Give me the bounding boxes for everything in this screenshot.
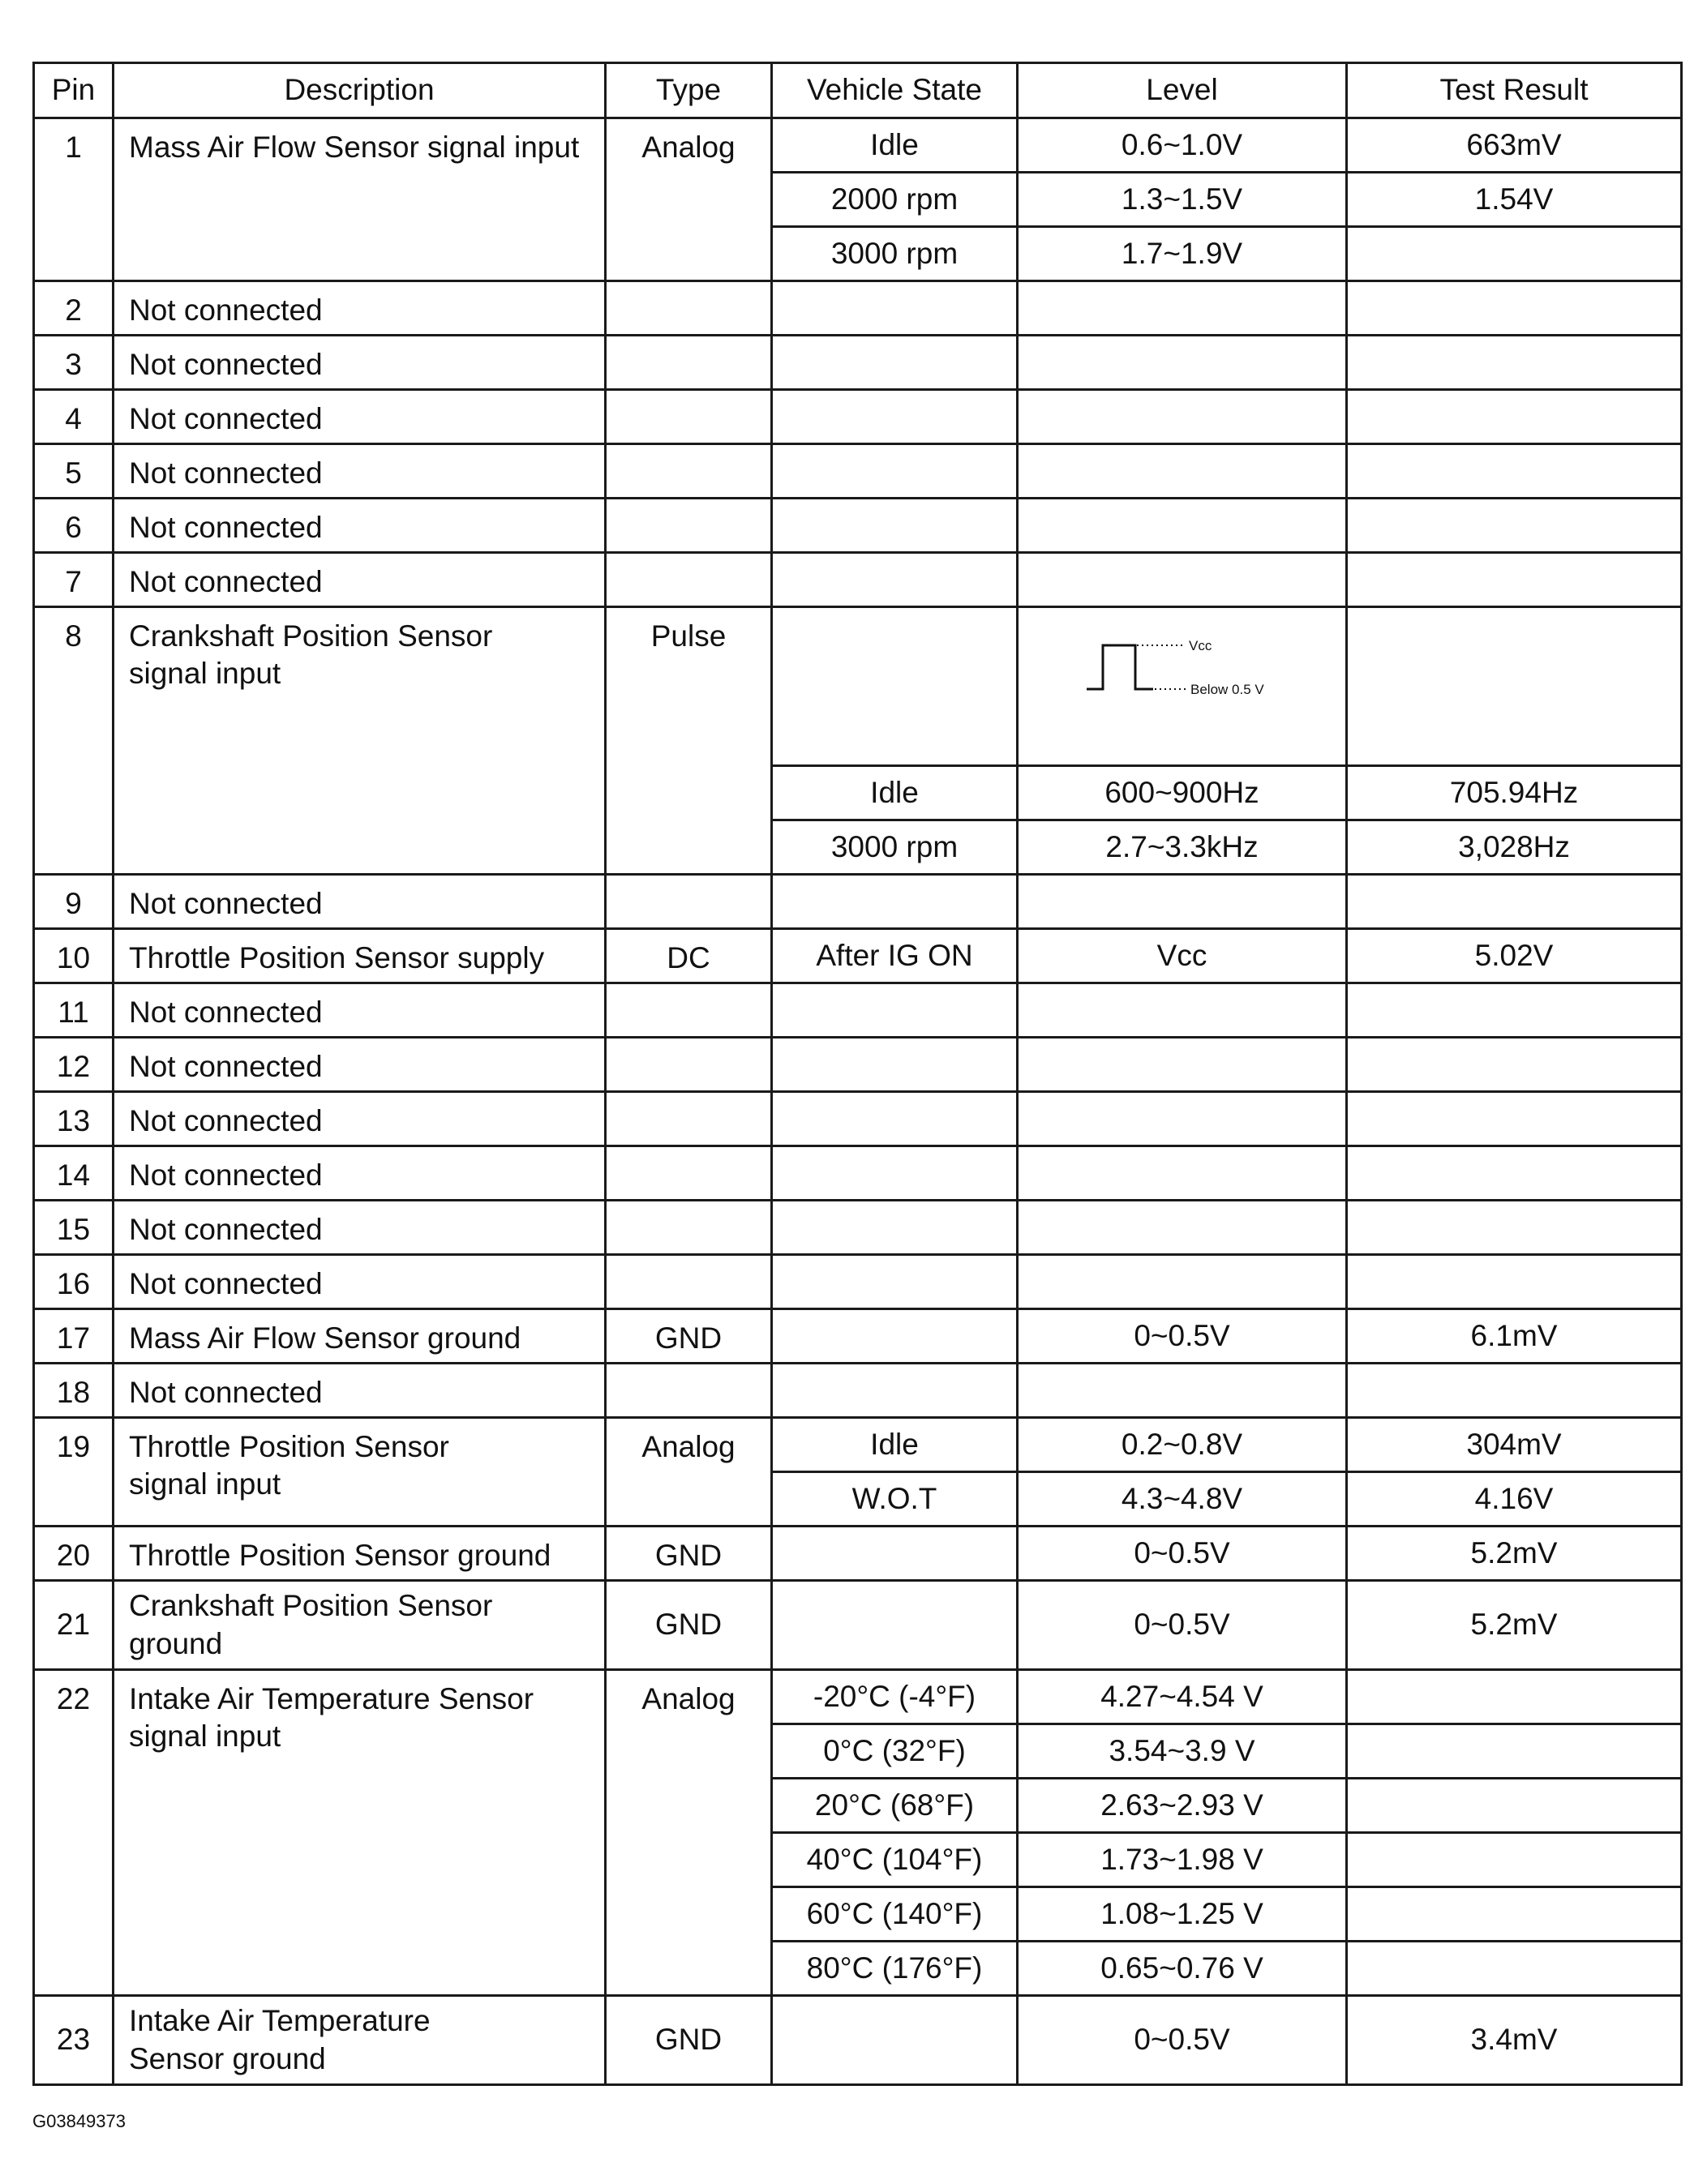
vehicle-state <box>772 1309 1018 1364</box>
test-result <box>1347 607 1682 766</box>
test-result <box>1347 1942 1682 1996</box>
pin-number: 3 <box>34 336 114 390</box>
description-line: Sensor ground <box>129 2041 326 2075</box>
level-value: 4.3~4.8V <box>1018 1472 1347 1527</box>
header-pin: Pin <box>34 63 114 118</box>
test-result <box>1347 336 1682 390</box>
test-result <box>1347 1779 1682 1833</box>
pin-description: Not connected <box>114 1092 606 1146</box>
level-value: Vcc <box>1018 929 1347 983</box>
vehicle-state <box>772 1038 1018 1092</box>
test-result <box>1347 1670 1682 1724</box>
test-result: 5.02V <box>1347 929 1682 983</box>
table-row <box>34 118 1682 173</box>
pin-description <box>114 1996 606 2085</box>
pin-description: Not connected <box>114 875 606 929</box>
level-value <box>1018 444 1347 499</box>
test-result <box>1347 227 1682 281</box>
test-result: 1.54V <box>1347 173 1682 227</box>
signal-type: GND <box>606 1309 772 1364</box>
header-test-result: Test Result <box>1347 63 1682 118</box>
vehicle-state <box>772 281 1018 336</box>
vehicle-state <box>772 1146 1018 1201</box>
vehicle-state <box>772 607 1018 766</box>
vehicle-state: -20°C (-4°F) <box>772 1670 1018 1724</box>
test-result <box>1347 1364 1682 1418</box>
level-value: 0~0.5V <box>1018 1527 1347 1581</box>
table-row <box>34 1670 1682 1724</box>
table-row <box>34 499 1682 553</box>
table-row <box>34 281 1682 336</box>
signal-type <box>606 444 772 499</box>
vehicle-state <box>772 983 1018 1038</box>
pin-description: Not connected <box>114 499 606 553</box>
vehicle-state <box>772 444 1018 499</box>
description-line: Intake Air Temperature <box>129 2004 431 2038</box>
table-row <box>34 607 1682 766</box>
table-row <box>34 1201 1682 1255</box>
vehicle-state <box>772 1092 1018 1146</box>
test-result <box>1347 390 1682 444</box>
pin-description: Not connected <box>114 1255 606 1309</box>
pin-number: 8 <box>34 607 114 875</box>
level-value: 1.7~1.9V <box>1018 227 1347 281</box>
description-line: signal input <box>129 1719 281 1754</box>
signal-type: Analog <box>606 1418 772 1527</box>
table-row <box>34 1364 1682 1418</box>
level-value <box>1018 1038 1347 1092</box>
vehicle-state: Idle <box>772 118 1018 173</box>
test-result: 663mV <box>1347 118 1682 173</box>
table-row <box>34 1996 1682 2085</box>
vehicle-state <box>772 1996 1018 2085</box>
signal-type <box>606 390 772 444</box>
signal-type <box>606 1201 772 1255</box>
level-value: 0~0.5V <box>1018 1309 1347 1364</box>
pin-description: Not connected <box>114 1201 606 1255</box>
pin-number: 14 <box>34 1146 114 1201</box>
vehicle-state <box>772 553 1018 607</box>
signal-type <box>606 1255 772 1309</box>
figure-id: G03849373 <box>32 2111 126 2131</box>
pin-number: 21 <box>34 1581 114 1670</box>
pin-number: 23 <box>34 1996 114 2085</box>
pin-description: Not connected <box>114 553 606 607</box>
level-value <box>1018 1364 1347 1418</box>
pin-number: 20 <box>34 1527 114 1581</box>
vehicle-state <box>772 499 1018 553</box>
test-result: 3.4mV <box>1347 1996 1682 2085</box>
pin-number: 15 <box>34 1201 114 1255</box>
description-line: signal input <box>129 657 281 691</box>
signal-type: GND <box>606 1527 772 1581</box>
pin-description: Mass Air Flow Sensor signal input <box>114 118 606 281</box>
test-result <box>1347 1201 1682 1255</box>
table-row <box>34 929 1682 983</box>
pin-description <box>114 1581 606 1670</box>
level-value: 1.3~1.5V <box>1018 173 1347 227</box>
signal-type <box>606 553 772 607</box>
pin-description: Not connected <box>114 444 606 499</box>
level-value: 3.54~3.9 V <box>1018 1724 1347 1779</box>
signal-type <box>606 1146 772 1201</box>
test-result <box>1347 1887 1682 1942</box>
level-value: 0.6~1.0V <box>1018 118 1347 173</box>
vehicle-state: 80°C (176°F) <box>772 1942 1018 1996</box>
description-line: Crankshaft Position Sensor <box>129 619 493 653</box>
level-value: 0~0.5V <box>1018 1996 1347 2085</box>
description-line: ground <box>129 1626 223 1660</box>
test-result <box>1347 1146 1682 1201</box>
signal-type: Pulse <box>606 607 772 875</box>
level-value: 2.7~3.3kHz <box>1018 820 1347 875</box>
level-value: 2.63~2.93 V <box>1018 1779 1347 1833</box>
table-row <box>34 1581 1682 1670</box>
vehicle-state: 3000 rpm <box>772 820 1018 875</box>
signal-type <box>606 336 772 390</box>
table-row <box>34 553 1682 607</box>
pin-number: 1 <box>34 118 114 281</box>
signal-type <box>606 1364 772 1418</box>
table-row <box>34 875 1682 929</box>
pin-number: 17 <box>34 1309 114 1364</box>
pin-description <box>114 1670 606 1996</box>
test-result: 5.2mV <box>1347 1581 1682 1670</box>
level-value <box>1018 390 1347 444</box>
table-row <box>34 1418 1682 1472</box>
header-level: Level <box>1018 63 1347 118</box>
level-value <box>1018 983 1347 1038</box>
signal-type <box>606 1038 772 1092</box>
test-result <box>1347 1255 1682 1309</box>
vehicle-state: 3000 rpm <box>772 227 1018 281</box>
test-result: 4.16V <box>1347 1472 1682 1527</box>
header-description: Description <box>114 63 606 118</box>
vehicle-state: After IG ON <box>772 929 1018 983</box>
vehicle-state <box>772 390 1018 444</box>
level-value <box>1018 499 1347 553</box>
pin-number: 2 <box>34 281 114 336</box>
level-value: 1.73~1.98 V <box>1018 1833 1347 1887</box>
table-row <box>34 1092 1682 1146</box>
test-result: 6.1mV <box>1347 1309 1682 1364</box>
vehicle-state: 2000 rpm <box>772 173 1018 227</box>
pin-number: 6 <box>34 499 114 553</box>
level-value: 0~0.5V <box>1018 1581 1347 1670</box>
pin-description: Not connected <box>114 336 606 390</box>
table-row <box>34 390 1682 444</box>
test-result <box>1347 875 1682 929</box>
description-line: Throttle Position Sensor <box>129 1430 449 1463</box>
level-value <box>1018 553 1347 607</box>
table-row <box>34 1527 1682 1581</box>
table-row <box>34 444 1682 499</box>
test-result: 3,028Hz <box>1347 820 1682 875</box>
level-value <box>1018 1201 1347 1255</box>
vehicle-state <box>772 1527 1018 1581</box>
level-value: 4.27~4.54 V <box>1018 1670 1347 1724</box>
test-result: 304mV <box>1347 1418 1682 1472</box>
pin-description: Throttle Position Sensor supply <box>114 929 606 983</box>
level-value: 1.08~1.25 V <box>1018 1887 1347 1942</box>
table-row <box>34 983 1682 1038</box>
test-result <box>1347 553 1682 607</box>
test-result <box>1347 983 1682 1038</box>
pin-number: 5 <box>34 444 114 499</box>
pin-description: Throttle Position Sensor ground <box>114 1527 606 1581</box>
pin-number: 22 <box>34 1670 114 1996</box>
pin-description: Not connected <box>114 390 606 444</box>
signal-type <box>606 281 772 336</box>
pin-test-table <box>32 62 1683 2086</box>
pin-number: 19 <box>34 1418 114 1527</box>
table-row <box>34 1146 1682 1201</box>
level-value <box>1018 875 1347 929</box>
pin-number: 11 <box>34 983 114 1038</box>
signal-type <box>606 1092 772 1146</box>
pin-number: 16 <box>34 1255 114 1309</box>
pin-description: Not connected <box>114 983 606 1038</box>
vehicle-state <box>772 1201 1018 1255</box>
signal-type: GND <box>606 1996 772 2085</box>
pin-description <box>114 1418 606 1527</box>
vehicle-state: 40°C (104°F) <box>772 1833 1018 1887</box>
signal-type <box>606 983 772 1038</box>
pin-number: 13 <box>34 1092 114 1146</box>
test-result: 705.94Hz <box>1347 766 1682 820</box>
table-row <box>34 1255 1682 1309</box>
description-line: Intake Air Temperature Sensor <box>129 1682 534 1715</box>
pin-description: Not connected <box>114 1364 606 1418</box>
pin-number: 12 <box>34 1038 114 1092</box>
test-result <box>1347 281 1682 336</box>
pin-number: 7 <box>34 553 114 607</box>
pin-number: 18 <box>34 1364 114 1418</box>
test-result <box>1347 1833 1682 1887</box>
description-line: signal input <box>129 1467 281 1501</box>
signal-type <box>606 499 772 553</box>
pin-description <box>114 607 606 875</box>
vehicle-state <box>772 875 1018 929</box>
pin-number: 10 <box>34 929 114 983</box>
vehicle-state: 0°C (32°F) <box>772 1724 1018 1779</box>
table-row <box>34 336 1682 390</box>
vcc-label: Vcc <box>1189 638 1212 653</box>
signal-type: Analog <box>606 1670 772 1996</box>
signal-type <box>606 875 772 929</box>
header-vehicle-state: Vehicle State <box>772 63 1018 118</box>
level-value: 600~900Hz <box>1018 766 1347 820</box>
header-type: Type <box>606 63 772 118</box>
vehicle-state: Idle <box>772 1418 1018 1472</box>
signal-type: Analog <box>606 118 772 281</box>
table-row <box>34 1309 1682 1364</box>
pin-description: Mass Air Flow Sensor ground <box>114 1309 606 1364</box>
vehicle-state: W.O.T <box>772 1472 1018 1527</box>
level-value <box>1018 336 1347 390</box>
level-value <box>1018 281 1347 336</box>
pulse-waveform-line <box>1087 645 1153 689</box>
level-value <box>1018 1092 1347 1146</box>
vehicle-state: Idle <box>772 766 1018 820</box>
pin-number: 9 <box>34 875 114 929</box>
vehicle-state <box>772 1581 1018 1670</box>
vehicle-state <box>772 336 1018 390</box>
header-row <box>34 63 1682 118</box>
vehicle-state <box>772 1364 1018 1418</box>
test-result <box>1347 1038 1682 1092</box>
level-value <box>1018 1255 1347 1309</box>
test-result: 5.2mV <box>1347 1527 1682 1581</box>
level-value: 0.65~0.76 V <box>1018 1942 1347 1996</box>
pin-description: Not connected <box>114 1038 606 1092</box>
signal-type: GND <box>606 1581 772 1670</box>
pulse-waveform-diagram <box>1085 637 1296 702</box>
low-level-label: Below 0.5 V <box>1190 682 1264 697</box>
vehicle-state <box>772 1255 1018 1309</box>
pin-number: 4 <box>34 390 114 444</box>
signal-type: DC <box>606 929 772 983</box>
test-result <box>1347 499 1682 553</box>
pin-description: Not connected <box>114 281 606 336</box>
test-result <box>1347 1092 1682 1146</box>
vehicle-state: 20°C (68°F) <box>772 1779 1018 1833</box>
waveform-cell <box>1018 607 1347 766</box>
pin-description: Not connected <box>114 1146 606 1201</box>
vehicle-state: 60°C (140°F) <box>772 1887 1018 1942</box>
test-result <box>1347 444 1682 499</box>
description-line: Crankshaft Position Sensor <box>129 1589 493 1623</box>
level-value <box>1018 1146 1347 1201</box>
table-row <box>34 1038 1682 1092</box>
level-value: 0.2~0.8V <box>1018 1418 1347 1472</box>
test-result <box>1347 1724 1682 1779</box>
